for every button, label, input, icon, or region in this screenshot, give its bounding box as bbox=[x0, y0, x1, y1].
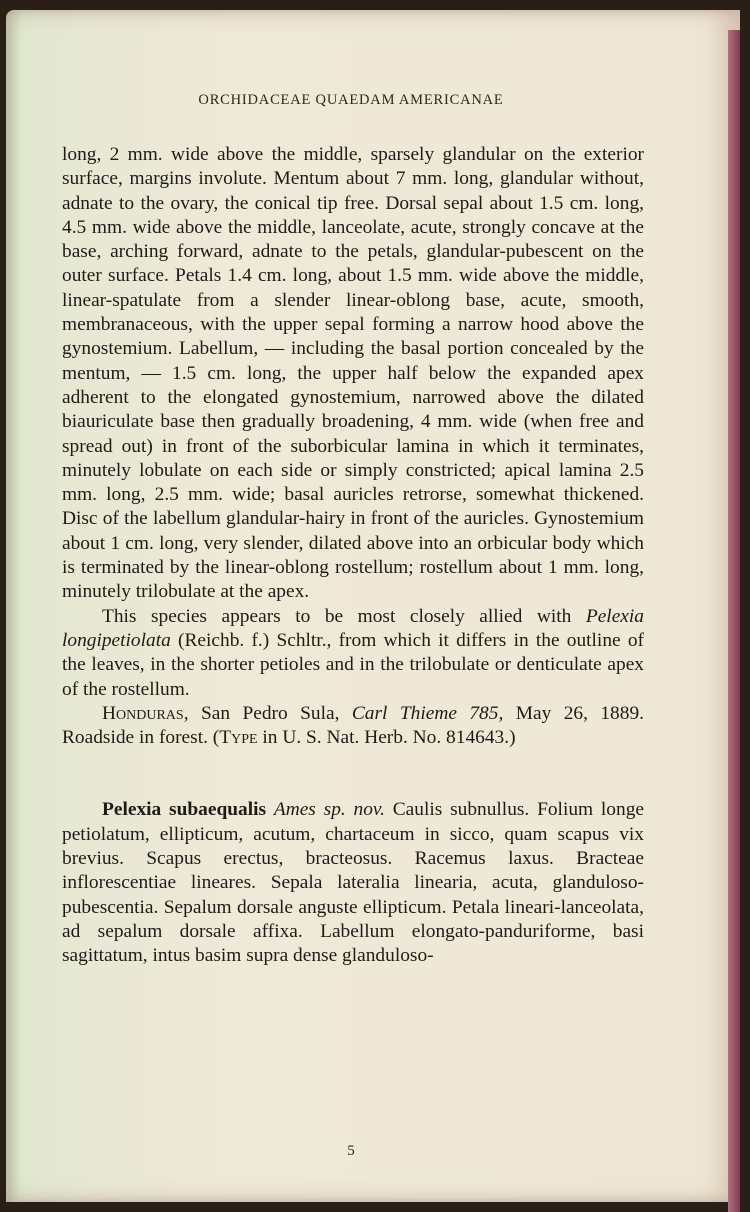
citation-text-2: May 26, 1889. Roadside in forest. ( bbox=[62, 702, 644, 749]
collector-italic: Carl Thieme 785, bbox=[351, 702, 504, 724]
description-paragraph: long, 2 mm. wide above the middle, sparsely glandular on the exterior surface, margins involute. Mentum about 7 mm. long, glandular without, adnate to the ovary, the conical tip free. Dorsal sepal about 1.5 cm. long, 4.5 mm. wide above the middle, lanceolate, acute, strongly concave at the base, arching forward, adnate to the petals, glandular-pubescent on the outer surface. Petals 1.4 cm. long, about 1.5 mm. wide above the middle, linear-spatulate from a slender linear-oblong base, acute, smooth, membranaceous, with the upper sepal forming a narrow hood above the gynostemium. Labellum, — including the basal portion concealed by the mentum, — 1.5 cm. long, the upper half below the expanded apex adherent to the elongated gynostemium, narrowed above the dilated biauriculate base then gradually broadening, 4 mm. wide (when free and spread out) in front of the suborbicular lamina in which it terminates, minutely lobulate on each side or simply constricted; apical lamina 2.5 mm. long, 2.5 mm. wide; basal auricles retrorse, somewhat thickened. Disc of the labellum glandular-hairy in front of the auricles. Gynostemium about 1 cm. long, very slender, dilated above into an orbicular body which is terminated by the linear-oblong rostellum; rostellum about 1 mm. long, minutely trilobulate at the apex. bbox=[62, 144, 644, 603]
running-head: ORCHIDACEAE QUAEDAM AMERICANAE bbox=[198, 92, 504, 108]
author-italic: Ames sp. nov. bbox=[273, 799, 385, 821]
book-spine-edge bbox=[728, 30, 740, 1212]
section-gap bbox=[62, 750, 644, 798]
body-text bbox=[62, 143, 644, 969]
affinity-text-1: This species appears to be most closely allied with bbox=[102, 605, 586, 627]
type-label: Type bbox=[219, 727, 258, 749]
diagnosis-text: Caulis subnullus. Folium longe petiolatum, ellipticum, acutum, chartaceum in sicco, quam scapus vix brevius. Scapus erectus, bracteosus. Racemus laxus. Bracteae inflorescentiae lineares. Sepala lateralia linearia, acuta, glanduloso-pubescentia. Sepalum dorsale anguste ellipticum. Petala lineari-lanceolata, ad sepalum dorsale affixa. Labellum elongato-panduriforme, basi sagittatum, intus basim supra dense glanduloso- bbox=[62, 799, 644, 967]
book-page bbox=[6, 10, 740, 1202]
citation-text-1: , San Pedro Sula, bbox=[183, 702, 352, 724]
specimen-citation bbox=[62, 702, 644, 751]
locality-country: Honduras bbox=[102, 702, 184, 724]
page-number: 5 bbox=[347, 1143, 355, 1159]
affinity-paragraph bbox=[62, 605, 644, 702]
affinity-text-2: (Reichb. f.) Schltr., from which it differs in the outline of the leaves, in the shorter petioles and in the trilobulate or denticulate apex of the rostellum. bbox=[62, 629, 644, 700]
heading-space bbox=[266, 799, 274, 820]
species-heading: Pelexia subaequalis bbox=[102, 799, 267, 821]
new-species-diagnosis bbox=[62, 798, 644, 968]
species-name-italic: Pelexia longipetiolata bbox=[62, 605, 644, 651]
citation-text-3: in U. S. Nat. Herb. No. 814643.) bbox=[257, 727, 516, 749]
